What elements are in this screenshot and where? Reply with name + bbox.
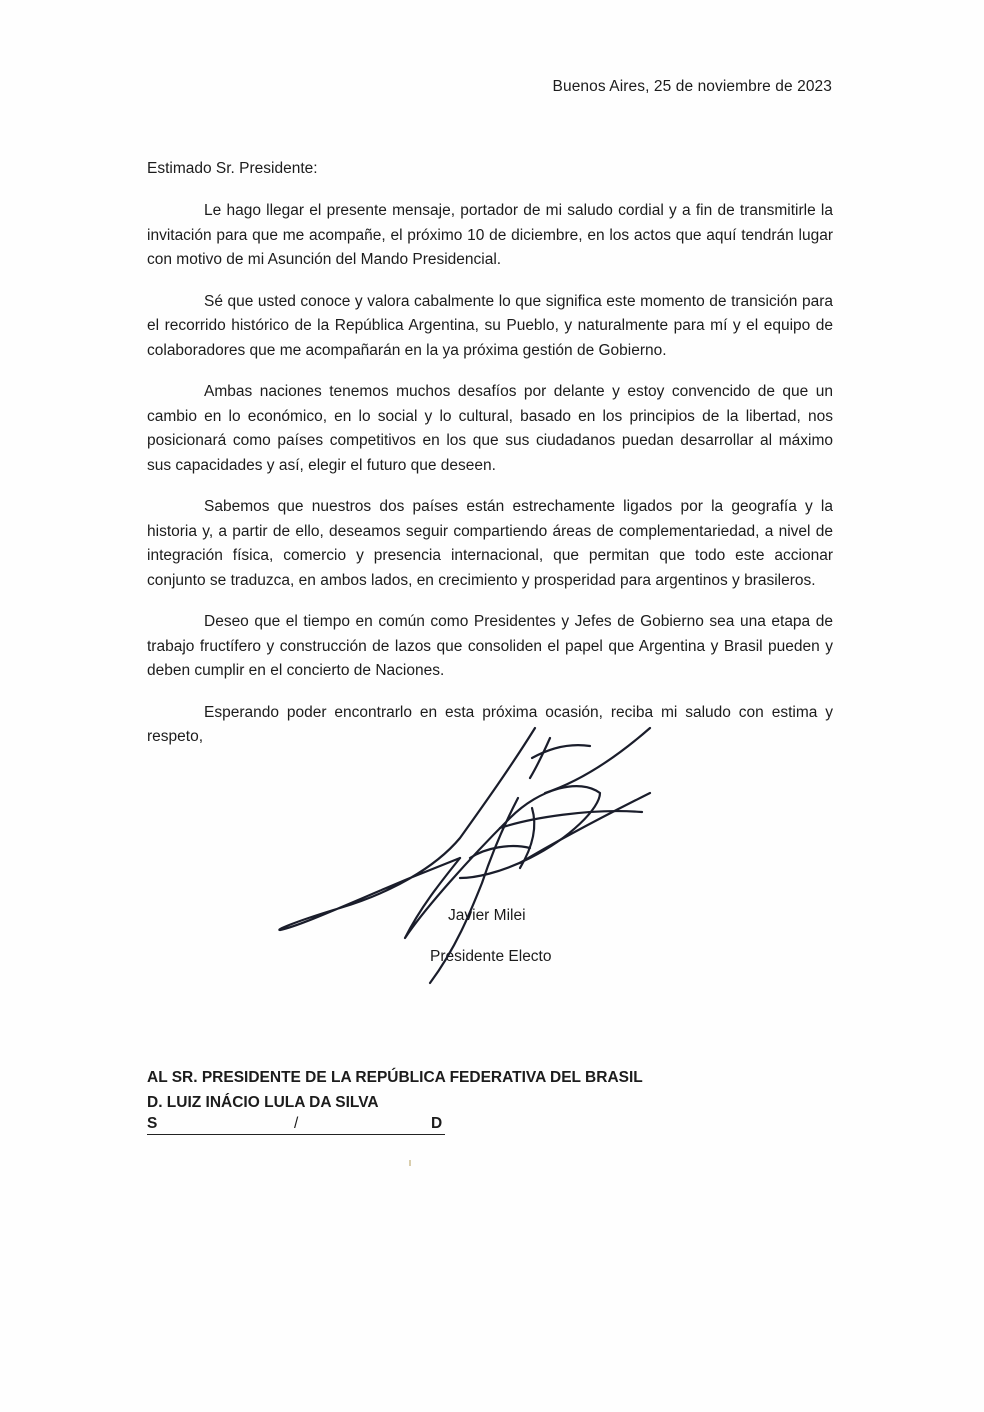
sd-left: S xyxy=(147,1115,158,1132)
addressee-line2: D. LUIZ INÁCIO LULA DA SILVA xyxy=(147,1093,379,1111)
signer-title: Presidente Electo xyxy=(430,948,552,965)
letter-date: Buenos Aires, 25 de noviembre de 2023 xyxy=(552,78,832,95)
paragraph: Sabemos que nuestros dos países están estrechamente ligados por la geografía y la historia y, a partir de ello, deseamos seguir compartiendo áreas de complementariedad, a nivel de integración física, comercio y presencia internacional, que permitan que todo este accionar conjunto se traduzca, en ambos lados, en crecimiento y prosperidad para argentinos y brasileros. xyxy=(147,498,833,589)
paper-speck xyxy=(409,1160,411,1166)
paragraph: Esperando poder encontrarlo en esta próxima ocasión, reciba mi saludo con estima y respeto, xyxy=(147,703,833,745)
paragraph: Le hago llegar el presente mensaje, portador de mi saludo cordial y a fin de transmitirle la invitación para que me acompañe, el próximo 10 de diciembre, en los actos que aquí tendrán lugar con motivo de mi Asunción del Mando Presidencial. xyxy=(147,202,833,268)
letter-body xyxy=(147,199,833,767)
sd-underline xyxy=(147,1134,445,1135)
addressee xyxy=(147,1066,643,1115)
paragraph: Sé que usted conoce y valora cabalmente lo que significa este momento de transición para el recorrido histórico de la República Argentina, su Pueblo, y naturalmente para mí y el equipo de colaboradores que me acompañarán en la ya próxima gestión de Gobierno. xyxy=(147,292,833,359)
sd-line xyxy=(147,1115,447,1137)
signer-name: Javier Milei xyxy=(448,907,526,924)
paragraph: Deseo que el tiempo en común como Presidentes y Jefes de Gobierno sea una etapa de trabajo fructífero y construcción de lazos que consoliden el papel que Argentina y Brasil pueden y deben cumplir en el concierto de Naciones. xyxy=(147,613,833,679)
sd-separator: / xyxy=(294,1115,299,1132)
paragraph: Ambas naciones tenemos muchos desafíos por delante y estoy convencido de que un cambio en lo económico, en lo social y lo cultural, basado en los principios de la libertad, nos posicionará como países competitivos en los que sus ciudadanos puedan desarrollar al máximo sus capacidades y así, elegir el futuro que deseen. xyxy=(147,383,833,474)
salutation: Estimado Sr. Presidente: xyxy=(147,160,318,177)
addressee-line1: AL SR. PRESIDENTE DE LA REPÚBLICA FEDERATIVA DEL BRASIL xyxy=(147,1069,643,1086)
sd-right: D xyxy=(431,1115,443,1132)
handwritten-signature xyxy=(270,708,770,998)
